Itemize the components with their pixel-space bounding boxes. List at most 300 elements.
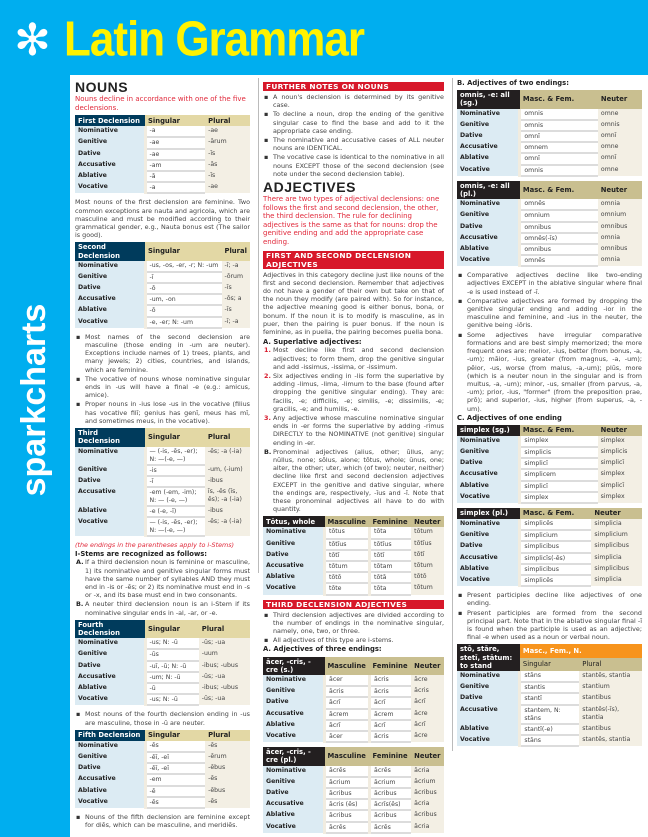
ending-cell: ācrī (370, 720, 412, 731)
table-title: stō, stāre, stetī, stātum: to stand (457, 644, 520, 671)
column-header: ācer, -cris, -cre (pl.) (263, 747, 325, 765)
numbered-list (263, 448, 444, 514)
case-label: Ablative (75, 786, 145, 797)
case-label: Nominative (457, 199, 520, 210)
ending-cell: -īs (222, 283, 251, 294)
case-label: Genitive (457, 210, 520, 221)
column-header: Masculine (325, 516, 370, 527)
bullet-list (75, 813, 250, 829)
ending-cell: stāns (520, 671, 579, 682)
ending-cell: ācrīs(ēs) (370, 799, 412, 810)
ending-cell: ācris (370, 731, 412, 742)
ending-cell: ācris (325, 686, 370, 697)
ending-cell: simplicis (520, 447, 598, 458)
ending-cell: ācre (411, 675, 444, 686)
ending-cell: tōtīus (411, 539, 444, 550)
ending-cell: simplicia (591, 575, 642, 586)
column-header: Neuter (411, 657, 444, 675)
ending-cell: simplicia (591, 553, 642, 564)
ending-cell: -ae (145, 137, 205, 148)
ending-cell: ācrī (411, 720, 444, 731)
declension-table (75, 428, 250, 537)
paragraph: Adjectives in this category decline just like nouns of the first and second declension. Remember that adjectives do not have a gender of their own but take on that of the noun they modify (are paired with). So for instance, the adjective meaning good is either bonus, bona, or bonum. If the noun it is to modify is masculine, as in puer, then the pairing is puer bonus. If the noun is feminine, as in puella, the pairing becomes puella bona. (263, 270, 444, 337)
case-label: Genitive (263, 539, 325, 550)
list-item: 2. Six adjectives ending in -lis form the superlative by adding -limus, -lima, -limum to the base (found after dropping the genitive singular ending). They are: facilis, -e; difficilis, -e; similis, -e; dissimilis, -e; gracilis, -e; and humilis, -e. (263, 372, 444, 413)
column-header: Feminine (370, 747, 412, 765)
footnote: (the endings in the parentheses apply to i-Stems) (75, 541, 235, 550)
ending-cell: tōtō (411, 572, 444, 583)
bullet-item: ▪ The vocative of nouns whose nominative singular ends in -us will have a final -e (e.g.: amicus, amice). (75, 375, 250, 400)
ending-cell: -ibus; -ubus (199, 683, 250, 694)
table-row (263, 731, 444, 742)
ending-cell: omnis (520, 120, 598, 131)
ending-cell: -a (145, 126, 205, 137)
subheading: I-Stems are recognized as follows: (75, 550, 208, 559)
case-label: Nominative (457, 671, 520, 682)
table-row (457, 199, 642, 210)
ending-cell: stantem, N: stāns (520, 705, 579, 724)
declension-table (75, 730, 250, 809)
table-row (457, 530, 642, 541)
table-row (263, 527, 444, 538)
case-label: Nominative (263, 675, 325, 686)
bullet-list (75, 333, 250, 425)
column-header: simplex (pl.) (457, 508, 520, 519)
ending-cell: omnibus (598, 222, 642, 233)
ending-cell: ācribus (370, 788, 412, 799)
ending-cell: omnia (598, 199, 642, 210)
subsection-banner: THIRD DECLENSION ADJECTIVES (263, 600, 444, 609)
bullet-item: ▪ All adjectives of this type are i-stems. (263, 636, 444, 644)
case-label: Nominative (457, 109, 520, 120)
declension-table (75, 620, 250, 707)
case-label: Ablative (75, 506, 145, 517)
bullet-item: ▪ Comparative adjectives decline like two-ending adjectives EXCEPT in the ablative singular where final -e is used instead of -ī. (457, 271, 642, 296)
table-row (75, 137, 250, 148)
declension-table (457, 508, 642, 587)
table-row (75, 171, 250, 182)
ending-cell: simplicibus (591, 541, 642, 552)
column-header: Masc. & Fem. (520, 90, 598, 108)
list-item: 1. Most decline like first and second declension adjectives; to form them, drop the genitive singular and add -issimus, -issima, or -issimum. (263, 346, 444, 371)
bullet-list (263, 93, 444, 178)
case-label: Genitive (75, 465, 145, 476)
case-label: Dative (457, 541, 520, 552)
content-sheet (70, 75, 648, 837)
ending-cell: -ēs (145, 741, 205, 752)
case-label: Ablative (75, 683, 145, 694)
case-label: Ablative (457, 564, 520, 575)
table-row (457, 153, 642, 164)
case-label: Accusative (457, 469, 520, 480)
table-row (75, 506, 250, 517)
column-header: Third Declension (75, 428, 145, 446)
table-row (263, 550, 444, 561)
ending-cell: -uum (199, 649, 250, 660)
column-group-header: Masc., Fem., N. (520, 644, 642, 657)
ending-cell: omnium (520, 210, 598, 221)
table-row (457, 131, 642, 142)
table-row (75, 283, 250, 294)
bullet-list (75, 710, 250, 726)
table-row (75, 683, 250, 694)
table-row (75, 272, 250, 283)
table-row (457, 210, 642, 221)
case-label: Genitive (75, 752, 145, 763)
table-row (263, 583, 444, 594)
table-row (457, 564, 642, 575)
table-row (457, 447, 642, 458)
ending-cell: tōtum (411, 527, 444, 538)
ending-cell: omnem (520, 142, 598, 153)
bullet-item: ▪ Present participles are formed from the second principal part. Note that in the ablative singular final -ī is found when the participle is used as an adjective; final -e when used as a noun or verbal noun. (457, 609, 642, 642)
column-header: Masc. & Fem. (520, 181, 598, 199)
ending-cell: ācrī (325, 697, 370, 708)
ending-cell: tōtā (370, 572, 412, 583)
ending-cell: stāns (520, 735, 579, 746)
subheading: A. Adjectives of three endings: (263, 645, 382, 654)
case-label: Genitive (75, 649, 145, 660)
table-row (457, 735, 642, 746)
bullet-list (263, 611, 444, 645)
table-row (75, 305, 250, 316)
participle-table (457, 644, 642, 747)
ending-cell: tōtum (411, 561, 444, 572)
table-row (457, 553, 642, 564)
ending-cell: -ōrum (222, 272, 251, 283)
column-header: omnis, -e: all (sg.) (457, 90, 520, 108)
ending-cell: -ō (145, 305, 222, 316)
ending-cell: -īs (205, 171, 250, 182)
ending-cell: -ūs; -ua (199, 694, 250, 705)
declension-table (263, 516, 444, 595)
column-header: Singular (145, 620, 199, 638)
ending-cell: ācre (411, 731, 444, 742)
table-header-row (457, 644, 642, 657)
ending-cell: ācrī (325, 720, 370, 731)
ending-cell: tōtīus (325, 539, 370, 550)
column-header: Masc. & Fem. (520, 508, 592, 519)
ending-cell: -uī, -ū; N: -ū (145, 661, 199, 672)
case-label: Accusative (75, 294, 145, 305)
bullet-item: ▪ Most names of the second declension are masculine (those ending in -um are neuter). Exceptions include names of 1) trees, plants, and many jewels; 2) cities, countries, and islands, which are feminine. (75, 333, 250, 374)
case-label: Ablative (75, 305, 145, 316)
ending-cell: -ī; -a (222, 317, 251, 328)
ending-cell: īs, -ēs (īs, ēs); -a (-ia) (205, 487, 250, 506)
column-header: Plural (199, 620, 250, 638)
table-row (75, 465, 250, 476)
table-row (457, 233, 642, 244)
column-header: Feminine (370, 657, 412, 675)
ending-cell: -ibus; -ubus (199, 661, 250, 672)
column-header: Singular (145, 428, 205, 446)
ending-cell: tōte (325, 583, 370, 594)
ending-cell: tōtī (411, 550, 444, 561)
table-row (263, 822, 444, 833)
case-label: Genitive (457, 682, 520, 693)
ending-cell: simplicī (520, 481, 598, 492)
ending-cell: ācer (325, 675, 370, 686)
table-row (457, 436, 642, 447)
case-label: Nominative (457, 519, 520, 530)
case-label: Accusative (457, 142, 520, 153)
table-row (75, 487, 250, 506)
ending-cell: omnis (598, 120, 642, 131)
numbered-list (75, 558, 250, 616)
ending-cell: — (-is, -ēs, -er); N: —(-e, —) (145, 517, 205, 536)
case-label: Accusative (263, 709, 325, 720)
column-header: Singular (145, 242, 222, 260)
table-row (457, 693, 642, 704)
table-row (457, 519, 642, 530)
ending-cell: -īs (222, 305, 251, 316)
bullet-item: ▪ Nouns of the fifth declension are feminine except for diēs, which can be masculine, and meridiēs. (75, 813, 250, 829)
column-adjectives-continued (452, 78, 642, 751)
table-header-row (457, 90, 642, 108)
table-header-row (263, 657, 444, 675)
table-row (457, 469, 642, 480)
case-label: Vocative (457, 735, 520, 746)
ending-cell: stantēs, stantia (579, 671, 642, 682)
ending-cell: omnī (520, 131, 598, 142)
ending-cell: -a (145, 182, 205, 193)
ending-cell: simplicēs (520, 575, 592, 586)
ending-cell: ācrēs (325, 822, 370, 833)
table-header-row (263, 516, 444, 527)
table-row (457, 222, 642, 233)
ending-cell: simplicia (591, 519, 642, 530)
ending-cell: -ī (145, 272, 222, 283)
list-item: B. A neuter third declension noun is an i-Stem if its nominative singular ends in -al, -ar, or -e. (75, 600, 250, 616)
table-row (263, 799, 444, 810)
ending-cell: tōta (370, 527, 412, 538)
table-row (263, 810, 444, 821)
table-header-row (75, 115, 250, 126)
case-label: Dative (75, 476, 145, 487)
ending-cell: -us; N: -ū (145, 638, 199, 649)
list-item: B. Pronominal adjectives (alius, other; ūllus, any; nūllus, none; sōlus, alone; tōtus, whole; ūnus, one; alter, the other; uter, which (of two); neuter, neither) decline like first and second declension adjectives EXCEPT in the genitive and dative singular, where the endings are, respectively, -īus and -ī. Note that these pronominal adjectives all have to do with quantity. (263, 448, 444, 514)
table-row (75, 786, 250, 797)
ending-cell: -e, -er; N: -um (145, 317, 222, 328)
case-label: Nominative (75, 638, 145, 649)
ending-cell: ācribus (411, 810, 444, 821)
ending-cell: -ēbus (205, 786, 250, 797)
ending-cell: stantibus (579, 693, 642, 704)
bullet-item: ▪ Comparative adjectives are formed by dropping the genitive singular ending and adding -ior in the masculine and feminine, and -ius in the neuter, the genitive being -iōris. (457, 297, 642, 330)
subheading: C. Adjectives of one ending (457, 413, 562, 422)
ending-cell: ācria (411, 799, 444, 810)
declension-table (263, 657, 444, 744)
table-row (75, 149, 250, 160)
ending-cell: tōta (370, 583, 412, 594)
ending-cell: simplicium (520, 530, 592, 541)
case-label: Dative (263, 697, 325, 708)
column-header: simplex (sg.) (457, 425, 520, 436)
ending-cell: -ūs; -ua (199, 638, 250, 649)
ending-cell: omne (598, 142, 642, 153)
ending-cell: -em (145, 774, 205, 785)
ending-cell: simplex (520, 492, 598, 503)
table-row (457, 244, 642, 255)
table-row (263, 561, 444, 572)
numbered-list (263, 346, 444, 446)
case-label: Dative (75, 763, 145, 774)
list-item: 3. Any adjective whose masculine nominative singular ends in -er forms the superlative by adding -rimus DIRECTLY to the NOMINATIVE (not genitive) singular ending in -er. (263, 414, 444, 447)
bullet-item: ▪ To decline a noun, drop the ending of the genitive singular case to find the base and add to it the appropriate case ending. (263, 110, 444, 135)
ending-cell: ācria (411, 822, 444, 833)
ending-cell: simplex (598, 436, 642, 447)
ending-cell: simplex (598, 492, 642, 503)
bullet-item: ▪ The nominative and accusative cases of ALL neuter nouns are IDENTICAL. (263, 136, 444, 152)
ending-cell: -am (145, 160, 205, 171)
case-label: Genitive (75, 272, 145, 283)
column-header: Second Declension (75, 242, 145, 260)
table-row (75, 752, 250, 763)
case-label: Vocative (263, 822, 325, 833)
column-header: Singular (145, 115, 205, 126)
column-header: Neuter (591, 508, 642, 519)
ending-cell: ācrēs (370, 766, 412, 777)
ending-cell: simplicibus (591, 564, 642, 575)
section-heading: ADJECTIVES (263, 179, 356, 196)
bullet-item: ▪ The vocative case is identical to the nominative in all nouns EXCEPT those of the second declension (see note under the second declension table). (263, 153, 444, 178)
ending-cell: omnis (520, 109, 598, 120)
ending-cell: ācris (370, 675, 412, 686)
column-header: Singular (145, 730, 205, 741)
bullet-item: ▪ A noun's declension is determined by its genitive case. (263, 93, 444, 109)
ending-cell: ācrium (325, 777, 370, 788)
case-label: Dative (75, 283, 145, 294)
ending-cell: omnēs (520, 199, 598, 210)
ending-cell: stantēs(-īs), stantia (579, 705, 642, 724)
column-header: Neuter (411, 747, 444, 765)
declension-table (263, 747, 444, 834)
table-row (75, 661, 250, 672)
paragraph: Most nouns of the first declension are feminine. Two common exceptions are nauta and agricola, which are masculine and must be modified according to their grammatical gender, e.g., Nauta bonus est (The sailor is good). (75, 198, 250, 240)
column-header: Plural (205, 115, 250, 126)
table-row (457, 541, 642, 552)
case-label: Ablative (457, 244, 520, 255)
ending-cell: -ae (145, 149, 205, 160)
ending-cell: -ibus (205, 476, 250, 487)
case-label: Genitive (457, 447, 520, 458)
ending-cell: -us; N: -ū (145, 694, 199, 705)
ending-cell: -us, -os, -er, -r; N: -um (145, 261, 222, 272)
case-label: Vocative (457, 255, 520, 266)
table-row (263, 709, 444, 720)
ending-cell: simplicī (520, 458, 598, 469)
case-label: Dative (457, 131, 520, 142)
ending-cell: ācrī (370, 697, 412, 708)
ending-cell: -ī (145, 476, 205, 487)
ending-cell: -ēs (205, 774, 250, 785)
ending-cell: simplicī (598, 481, 642, 492)
ending-cell: -ae (205, 126, 250, 137)
table-row (75, 649, 250, 660)
ending-cell: simplicium (591, 530, 642, 541)
case-label: Dative (457, 222, 520, 233)
case-label: Dative (263, 788, 325, 799)
case-label: Nominative (263, 527, 325, 538)
case-label: Accusative (75, 487, 145, 506)
case-label: Nominative (457, 436, 520, 447)
ending-cell: ācria (411, 766, 444, 777)
ending-cell: tōtī (370, 550, 412, 561)
case-label: Vocative (75, 182, 145, 193)
ending-cell: stantis (520, 682, 579, 693)
bullet-item: ▪ Present participles decline like adjectives of one ending. (457, 591, 642, 607)
column-header: Masc. & Fem. (520, 425, 598, 436)
table-row (75, 763, 250, 774)
ending-cell: ācris (370, 686, 412, 697)
ending-cell: ācribus (325, 810, 370, 821)
ending-cell: stantī (520, 693, 579, 704)
brand-logo: sparkcharts (14, 303, 53, 497)
table-row (263, 539, 444, 550)
ending-cell: tōtum (411, 583, 444, 594)
table-header-row (263, 747, 444, 765)
case-label: Dative (457, 458, 520, 469)
ending-cell: — (-is, -ēs, -er); N: —(-e, —) (145, 447, 205, 465)
case-label: Nominative (263, 766, 325, 777)
ending-cell: simplicem (520, 469, 598, 480)
ending-cell: omnibus (520, 244, 598, 255)
ending-cell: ācribus (370, 810, 412, 821)
column-header: ācer, -cris, -cre (s.) (263, 657, 325, 675)
table-row (457, 682, 642, 693)
ending-cell: omne (598, 109, 642, 120)
column-header: Plural (205, 730, 250, 741)
table-row (75, 261, 250, 272)
subsection-banner: FIRST AND SECOND DECLENSION ADJECTIVES (263, 251, 444, 269)
table-row (75, 741, 250, 752)
case-label: Genitive (263, 777, 325, 788)
ending-cell: ācribus (411, 788, 444, 799)
ending-cell: -is (145, 465, 205, 476)
table-row (263, 697, 444, 708)
ending-cell: -ēs (145, 797, 205, 808)
case-label: Vocative (75, 797, 145, 808)
case-label: Accusative (457, 233, 520, 244)
column-header: Plural (205, 428, 250, 446)
ending-cell: stantibus (579, 724, 642, 735)
column-nouns (75, 78, 250, 830)
column-header: Feminine (370, 516, 412, 527)
ending-cell: ācrī (411, 697, 444, 708)
table-row (75, 797, 250, 808)
ending-cell: omnibus (598, 244, 642, 255)
bullet-item: ▪ Most nouns of the fourth declension ending in -us are masculine, those in -ū are neuter. (75, 710, 250, 726)
column-header: Tōtus, whole (263, 516, 325, 527)
table-row (457, 458, 642, 469)
table-row (263, 777, 444, 788)
ending-cell: omne (598, 165, 642, 176)
table-row (457, 724, 642, 735)
ending-cell: omnēs (520, 255, 598, 266)
bullet-item: ▪ Proper nouns in -ius lose -us in the vocative (filius has vocative filī; genius has genī, meus has mī, and sometimes meus, in the vocative). (75, 400, 250, 425)
column-header: Plural (222, 242, 251, 260)
ending-cell: -e (-e, -ī) (145, 506, 205, 517)
ending-cell: omnī (520, 153, 598, 164)
table-row (457, 671, 642, 682)
ending-cell: omnium (598, 210, 642, 221)
column-header: Singular (520, 658, 579, 671)
table-row (263, 720, 444, 731)
case-label: Accusative (75, 160, 145, 171)
bullet-list (457, 271, 642, 412)
ending-cell: simplicēs (520, 519, 592, 530)
case-label: Vocative (75, 517, 145, 536)
